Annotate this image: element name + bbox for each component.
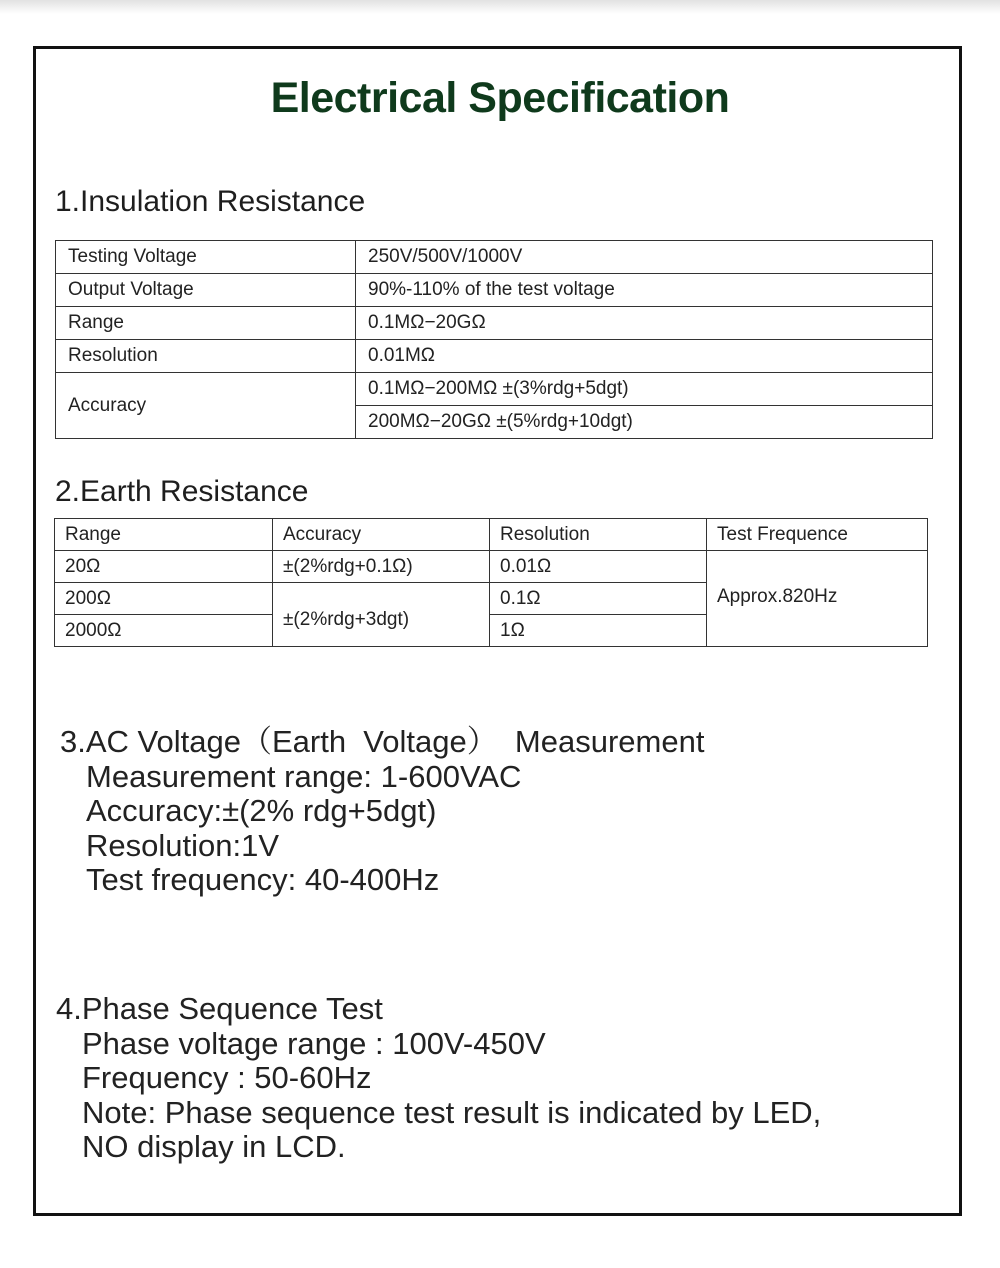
accuracy-cell: ±(2%rdg+0.1Ω) [273, 551, 490, 583]
section-phase-heading: 4.Phase Sequence Test [56, 991, 383, 1026]
section-earth-heading: 2.Earth Resistance [55, 475, 309, 508]
table-row [56, 373, 933, 406]
accuracy-label: Accuracy [56, 373, 356, 439]
section-ac-voltage-heading: 3.AC Voltage（Earth Voltage） Measurement [60, 724, 705, 759]
row-value: 90%-110% of the test voltage [356, 274, 933, 307]
spec-line: Test frequency: 40-400Hz [86, 862, 440, 897]
header-accuracy: Accuracy [273, 519, 490, 551]
range-cell: 2000Ω [55, 615, 273, 647]
resolution-cell: 0.01Ω [490, 551, 707, 583]
earth-resistance-table [54, 518, 928, 647]
spec-line: Accuracy:±(2% rdg+5dgt) [86, 793, 437, 828]
section-insulation-heading: 1.Insulation Resistance [55, 185, 366, 218]
accuracy-value: 0.1MΩ−200MΩ ±(3%rdg+5dgt) [356, 373, 933, 406]
table-row [56, 241, 933, 274]
table-row [56, 307, 933, 340]
row-label: Output Voltage [56, 274, 356, 307]
top-shade [0, 0, 1000, 14]
section-ac-voltage [60, 725, 704, 898]
row-label: Resolution [56, 340, 356, 373]
table-row [56, 340, 933, 373]
row-value: 0.1MΩ−20GΩ [356, 307, 933, 340]
header-range: Range [55, 519, 273, 551]
row-value: 0.01MΩ [356, 340, 933, 373]
section-phase-sequence [56, 992, 821, 1165]
spec-line: Frequency : 50-60Hz [82, 1060, 372, 1095]
table-header-row [55, 519, 928, 551]
accuracy-value: 200MΩ−20GΩ ±(5%rdg+10dgt) [356, 406, 933, 439]
spec-line: Resolution:1V [86, 827, 280, 863]
header-frequency: Test Frequence [707, 519, 928, 551]
row-label: Testing Voltage [56, 241, 356, 274]
table-row [56, 274, 933, 307]
header-resolution: Resolution [490, 519, 707, 551]
resolution-cell: 0.1Ω [490, 583, 707, 615]
accuracy-cell: ±(2%rdg+3dgt) [273, 583, 490, 647]
page-title: Electrical Specification [270, 74, 730, 122]
spec-line: Measurement range: 1-600VAC [86, 758, 522, 794]
range-cell: 20Ω [55, 551, 273, 583]
spec-line: Note: Phase sequence test result is indicated by LED, [82, 1094, 822, 1130]
table-row [55, 551, 928, 583]
resolution-cell: 1Ω [490, 615, 707, 647]
range-cell: 200Ω [55, 583, 273, 615]
spec-line: Phase voltage range : 100V-450V [82, 1025, 546, 1061]
frequency-cell: Approx.820Hz [707, 551, 928, 647]
insulation-resistance-table [55, 240, 933, 439]
row-value: 250V/500V/1000V [356, 241, 933, 274]
row-label: Range [56, 307, 356, 340]
spec-line: NO display in LCD. [82, 1129, 346, 1164]
